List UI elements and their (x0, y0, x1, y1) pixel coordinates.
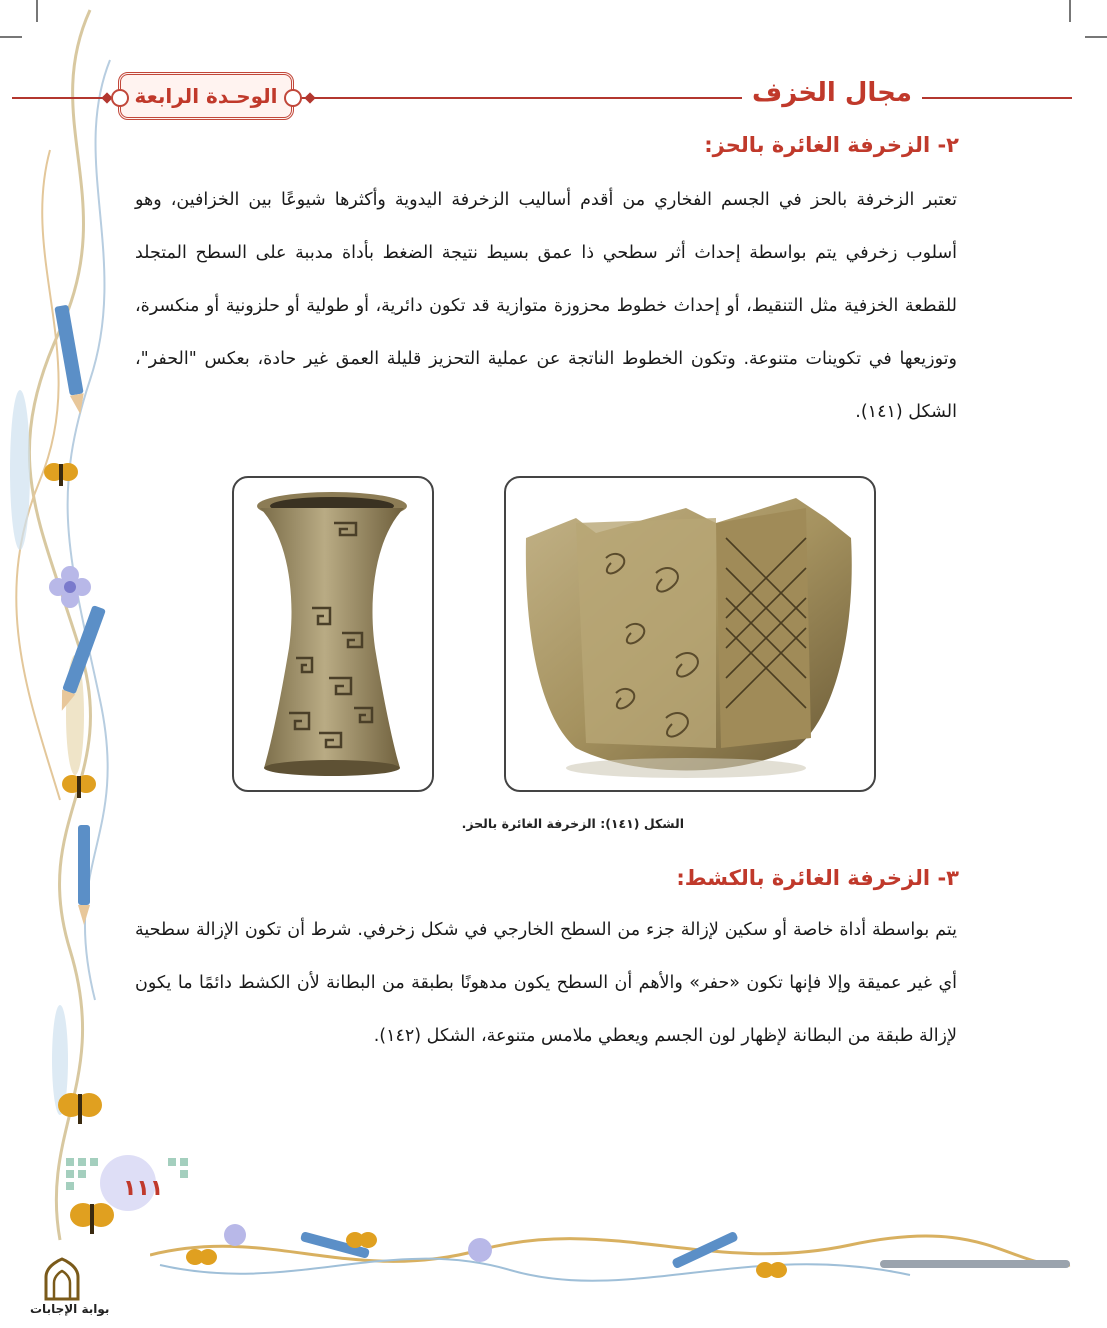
mosque-logo-icon (40, 1255, 84, 1301)
badge-ornament-right (284, 89, 302, 107)
flower-icon (48, 565, 92, 609)
pencil-icon (55, 600, 115, 720)
badge-ornament-left (111, 89, 129, 107)
section-heading: ٢- الزخرفة الغائرة بالحز: (704, 133, 959, 157)
pencil-icon (60, 820, 110, 930)
incised-vase-image (234, 478, 432, 790)
section-paragraph: تعتبر الزخرفة بالحز في الجسم الفخاري من أقدم أساليب الزخرفة اليدوية وأكثرها شيوعًا بين الخزافين، وهو أسلوب زخرفي يتم بواسطة إحداث أثر سطحي ذا عمق بسيط نتيجة الضغط بأداة مدببة على السطح المتجلد للقطعة الخزفية مثل التنقيط، أو إحداث خطوط محزوزة متوازية قد تكون دائرية، أو طولية أو حلزونية أو منكسرة، وتوزيعها في تكوينات متنوعة. وتكون الخطوط الناتجة عن عملية التحزيز قليلة العمق غير حادة، بعكس "الحفر"، الشكل (١٤١). (135, 190, 957, 422)
unit-label: الوحـدة الرابعة (134, 84, 278, 108)
vase-image-frame (232, 476, 434, 792)
butterfly-icon (44, 460, 78, 490)
figure-caption: الشكل (١٤١): الزخرفة الغائرة بالحز. (461, 816, 684, 831)
crop-mark-top-right-vertical (1069, 0, 1071, 22)
butterfly-icon (58, 1090, 102, 1128)
unit-badge (118, 72, 294, 120)
page-number: ١١١ (123, 1176, 164, 1201)
section-paragraph: يتم بواسطة أداة خاصة أو سكين لإزالة جزء من السطح الخارجي في شكل زخرفي. شرط أن تكون الإزالة سطحية أي غير عميقة وإلا فإنها تكون «حفر» والأهم أن السطح يكون مدهونًا بطبقة من البطانة لأن الكشط دائمًا ما يكون لإزالة طبقة من البطانة لإظهار لون الجسم ويعطي ملامس متنوعة، الشكل (١٤٢). (135, 920, 957, 1046)
site-logo-text: بوابة الإجابات (30, 1302, 110, 1316)
header-rule-ornament (304, 92, 315, 103)
incised-bowl-image (506, 478, 874, 790)
section-heading: ٣- الزخرفة الغائرة بالكشط: (676, 866, 959, 890)
pencil-icon (40, 300, 100, 420)
field-title: مجال الخزف (742, 78, 922, 108)
crop-mark-top-right (1085, 36, 1107, 38)
butterfly-icon (62, 772, 96, 802)
bottom-border-decoration (150, 1215, 1080, 1295)
bowl-image-frame (504, 476, 876, 792)
